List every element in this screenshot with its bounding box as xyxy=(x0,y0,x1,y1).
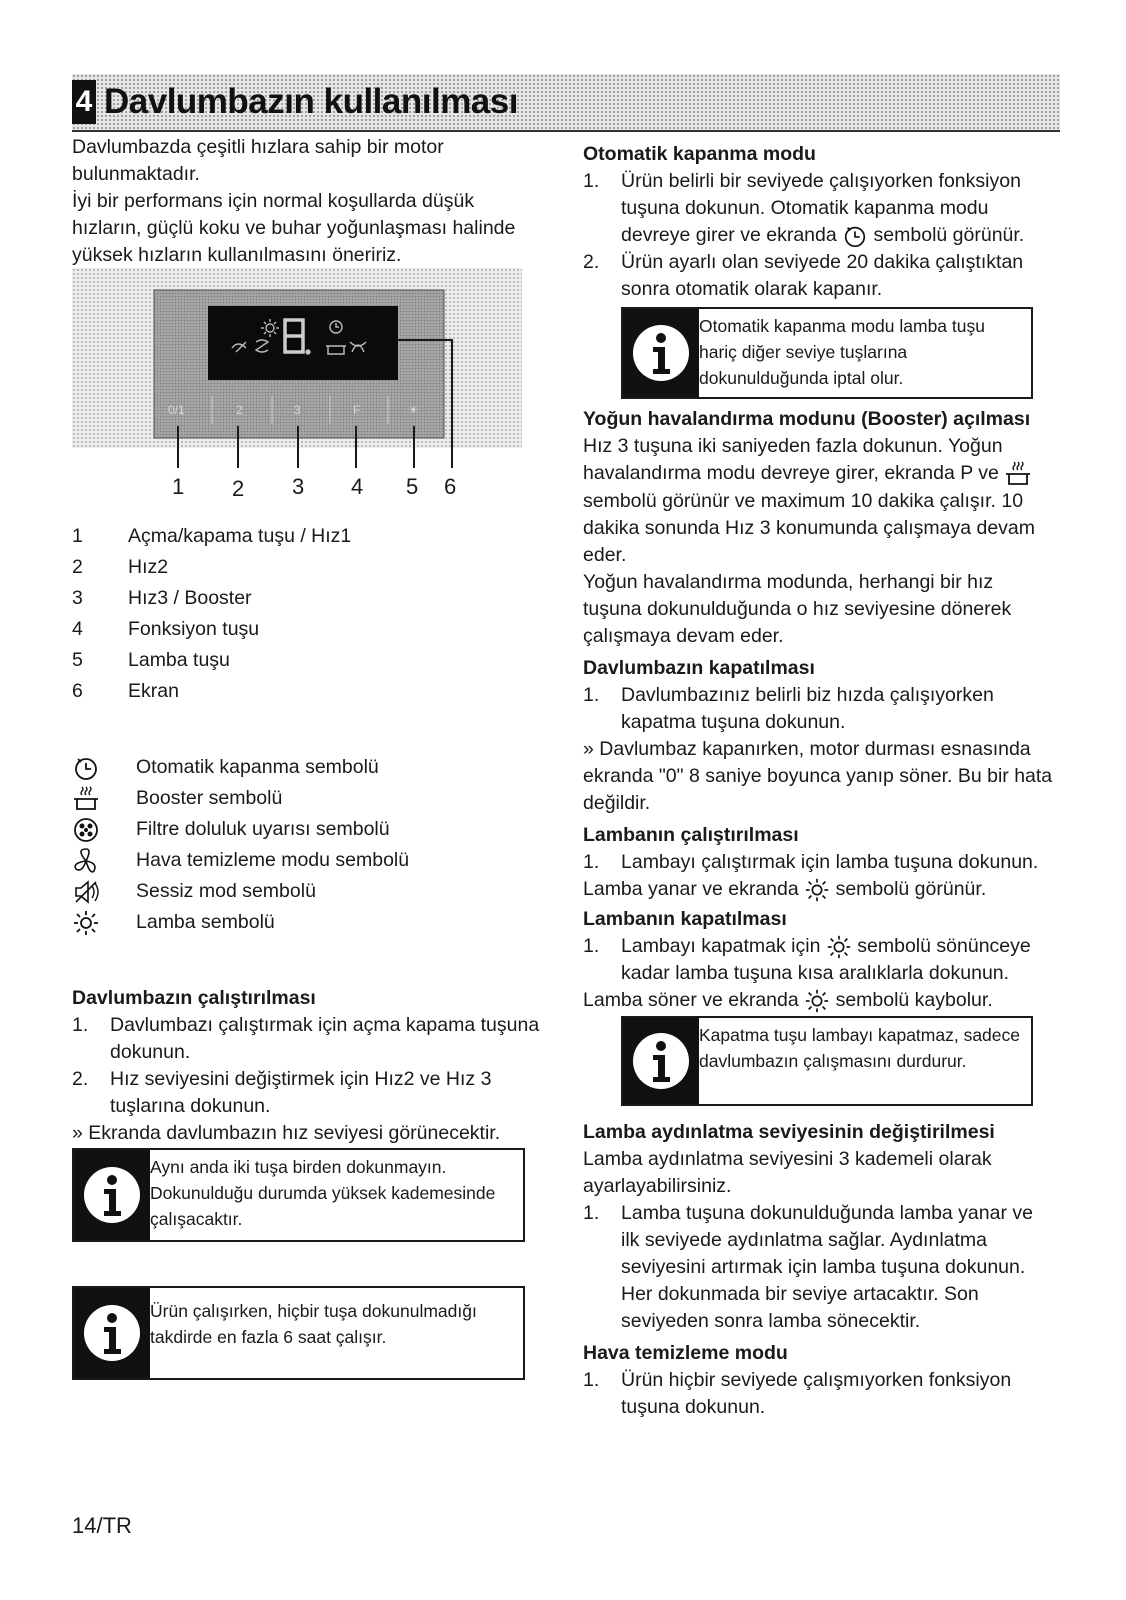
lamp-icon xyxy=(72,909,100,937)
left-column xyxy=(72,134,542,269)
air-clean-step: 1. Ürün hiçbir seviyede çalışmıyorken fonksiyon tuşuna dokunun. xyxy=(583,1369,1012,1418)
info-icon xyxy=(623,1018,699,1104)
booster-heading: Yoğun havalandırma modunu (Booster) açılması xyxy=(583,408,1031,430)
run-step: 2. Hız seviyesini değiştirmek için Hız2 ve Hız 3 tuşlarına dokunun. xyxy=(72,1068,492,1117)
symbols-list xyxy=(72,752,542,938)
info-text: Ürün çalışırken, hiçbir tuşa dokunulmadığı takdirde en fazla 6 saat çalışır. xyxy=(150,1301,477,1347)
lamp-level-step: 1. Lamba tuşuna dokunulduğunda lamba yanar ve ilk seviyede aydınlatma sağlar. Aydınlatma seviyesini artırmak için lamba tuşuna dokunun. Her dokunmada bir seviye artacaktır. Son seviyeden sonra lamba sönecektir. xyxy=(583,1202,1033,1332)
info-box xyxy=(621,1016,1033,1106)
info-text: Otomatik kapanma modu lamba tuşu hariç diğer seviye tuşlarına dokunulduğunda iptal olur. xyxy=(699,316,985,388)
air-clean-icon xyxy=(72,847,100,875)
chapter-header xyxy=(72,74,1060,132)
info-box xyxy=(621,307,1033,399)
panel-button-speed2[interactable]: 2 xyxy=(236,403,243,417)
legend-item: 4 Fonksiyon tuşu xyxy=(72,618,260,640)
symbol-row: Filtre doluluk uyarısı sembolü xyxy=(72,814,542,845)
lamp-on-heading: Lambanın çalıştırılması xyxy=(583,824,799,846)
booster-pot-icon xyxy=(1004,460,1032,488)
legend-item: 6 Ekran xyxy=(72,680,179,702)
info-icon xyxy=(623,309,699,397)
page-number: 14/TR xyxy=(72,1513,132,1538)
panel-button-function[interactable]: F xyxy=(353,403,361,417)
air-clean-heading: Hava temizleme modu xyxy=(583,1342,788,1364)
booster-pot-icon xyxy=(72,785,100,813)
info-box xyxy=(72,1286,525,1380)
callout-3: 3 xyxy=(292,474,305,499)
run-section xyxy=(72,984,542,1147)
legend-item: 2 Hız2 xyxy=(72,556,169,578)
run-result: » Ekranda davlumbazın hız seviyesi görünecektir. xyxy=(72,1122,501,1144)
symbol-row: Lamba sembolü xyxy=(72,907,542,938)
lamp-off-heading: Lambanın kapatılması xyxy=(583,908,787,930)
legend-item: 5 Lamba tuşu xyxy=(72,649,230,671)
run-heading: Davlumbazın çalıştırılması xyxy=(72,987,316,1009)
chapter-title: Davlumbazın kullanılması xyxy=(104,82,518,121)
legend-item: 1 Açma/kapama tuşu / Hız1 xyxy=(72,525,352,547)
chapter-number: 4 xyxy=(72,80,96,124)
symbol-row: Otomatik kapanma sembolü xyxy=(72,752,542,783)
lamp-level-paragraph: Lamba aydınlatma seviyesini 3 kademeli olarak ayarlayabilirsiniz. xyxy=(583,1148,992,1197)
timer-icon xyxy=(72,754,100,782)
info-box xyxy=(72,1148,525,1242)
lamp-level-heading: Lamba aydınlatma seviyesinin değiştirilmesi xyxy=(583,1121,995,1143)
info-text: Kapatma tuşu lambayı kapatmaz, sadece davlumbazın çalışmasını durdurur. xyxy=(699,1025,1021,1071)
off-heading: Davlumbazın kapatılması xyxy=(583,657,815,679)
symbol-row: Sessiz mod sembolü xyxy=(72,876,542,907)
callout-6: 6 xyxy=(444,474,457,499)
panel-button-lamp[interactable]: ☀ xyxy=(408,403,419,417)
symbol-row: Booster sembolü xyxy=(72,783,542,814)
filter-icon xyxy=(72,816,100,844)
auto-off-step: 2. Ürün ayarlı olan seviyede 20 dakika çalıştıktan sonra otomatik olarak kapanır. xyxy=(583,251,1024,300)
intro-paragraph-2: İyi bir performans için normal koşullarda düşük hızların, güçlü koku ve buhar yoğunlaşması halinde yüksek hızların kullanılmasını öneririz. xyxy=(72,190,516,266)
callout-2: 2 xyxy=(232,476,245,500)
lamp-icon xyxy=(826,934,852,960)
silent-icon xyxy=(72,878,100,906)
run-step: 1. Davlumbazı çalıştırmak için açma kapama tuşuna dokunun. xyxy=(72,1014,540,1063)
off-step: 1. Davlumbazınız belirli biz hızda çalışıyorken kapatma tuşuna dokunun. xyxy=(583,684,994,733)
timer-icon xyxy=(842,223,868,249)
callout-4: 4 xyxy=(351,474,364,499)
info-text: Aynı anda iki tuşa birden dokunmayın. Dokunulduğu durumda yüksek kademesinde çalışacaktır. xyxy=(150,1157,496,1229)
legend-item: 3 Hız3 / Booster xyxy=(72,587,252,609)
lamp-icon xyxy=(804,877,830,903)
panel-legend xyxy=(72,521,542,707)
info-icon xyxy=(74,1288,150,1378)
info-icon xyxy=(74,1150,150,1240)
control-panel-svg xyxy=(72,268,524,500)
auto-off-heading: Otomatik kapanma modu xyxy=(583,143,816,165)
panel-button-speed3[interactable]: 3 xyxy=(294,403,301,417)
lamp-icon xyxy=(804,988,830,1014)
control-panel-figure xyxy=(72,268,524,500)
callout-5: 5 xyxy=(406,474,419,499)
symbol-row: Hava temizleme modu sembolü xyxy=(72,845,542,876)
lamp-off-step: 1. Lambayı kapatmak için sembolü sönünceye kadar lamba tuşuna kısa aralıklarla dokunun. xyxy=(583,935,1031,984)
auto-off-step: 1. Ürün belirli bir seviyede çalışıyorken fonksiyon tuşuna dokunun. Otomatik kapanma modu devreye girer ve ekranda sembolü görünür. xyxy=(583,168,1053,249)
panel-button-power[interactable]: 0/1 xyxy=(168,403,185,417)
booster-paragraph-2: Yoğun havalandırma modunda, herhangi bir hız tuşuna dokunulduğunda o hız seviyesine dönerek çalışmaya devam eder. xyxy=(583,571,1012,647)
right-column: Otomatik kapanma modu 1. Ürün belirli bir seviyede çalışıyorken fonksiyon tuşuna dokunun. Otomatik kapanma modu devreye girer ve ekranda sembolü görünür. 2. Ürün ayarlı olan seviyede 20 dakika çalıştıktan sonra otomatik olarak kapanır. Otomatik kapanma modu lamba tuşu hariç diğer seviye tuşlarına dokunulduğunda iptal olur. Yoğun havalandırma modunu (Booster) açılması Hız 3 tuşuna iki saniyeden fazla dokunun. Yoğun havalandırma modu devreye girer, ekranda P ve sembolü görünür ve maximum 10 dakika çalışır. 10 dakika sonunda Hız 3 konumunda çalışmaya devam eder. Yoğun havalandırma modunda, herhangi bir hız tuşuna dokunulduğunda o hız seviyesine dönerek çalışmaya devam eder. Davlumbazın kapatılması 1. Davlumbazınız belirli biz hızda çalışıyorken kapatma tuşuna dokunun. » Davlumbaz kapanırken, motor durması esnasında ekranda "0" 8 saniye boyunca yanıp söner. Bu bir hata değildir. Lambanın çalıştırılması 1. Lambayı çalıştırmak için lamba tuşuna dokunun. Lamba yanar ve ekranda sembolü görünür. Lambanın kapatılması 1. Lambayı kapatmak için sembolü sönünceye kadar lamba tuşuna kısa aralıklarla dokunun. Lamba söner ve ekranda sembolü kaybolur. Kapatma tuşu lambayı kapatmaz, sadece davlumbazın çalışmasını durdurur. Lamba aydınlatma seviyesinin değiştirilmesi Lamba aydınlatma seviyesini 3 kademeli olarak ayarlayabilirsiniz. 1. Lamba tuşuna dokunulduğunda lamba yanar ve ilk seviyede aydınlatma sağlar. Aydınlatma seviyesini artırmak için lamba tuşuna dokunun. Her dokunmada bir seviye artacaktır. Son seviyeden sonra lamba sönecektir. Hava temizleme modu 1. Ürün hiçbir seviyede çalışmıyorken fonksiyon tuşuna dokunun. xyxy=(583,140,1053,1421)
callout-1: 1 xyxy=(172,474,185,499)
lamp-on-step: 1. Lambayı çalıştırmak için lamba tuşuna dokunun. xyxy=(583,851,1039,873)
intro-paragraph-1: Davlumbazda çeşitli hızlara sahip bir motor bulunmaktadır. xyxy=(72,136,444,185)
off-note: » Davlumbaz kapanırken, motor durması esnasında ekranda "0" 8 saniye boyunca yanıp söner. Bu bir hata değildir. xyxy=(583,738,1053,814)
